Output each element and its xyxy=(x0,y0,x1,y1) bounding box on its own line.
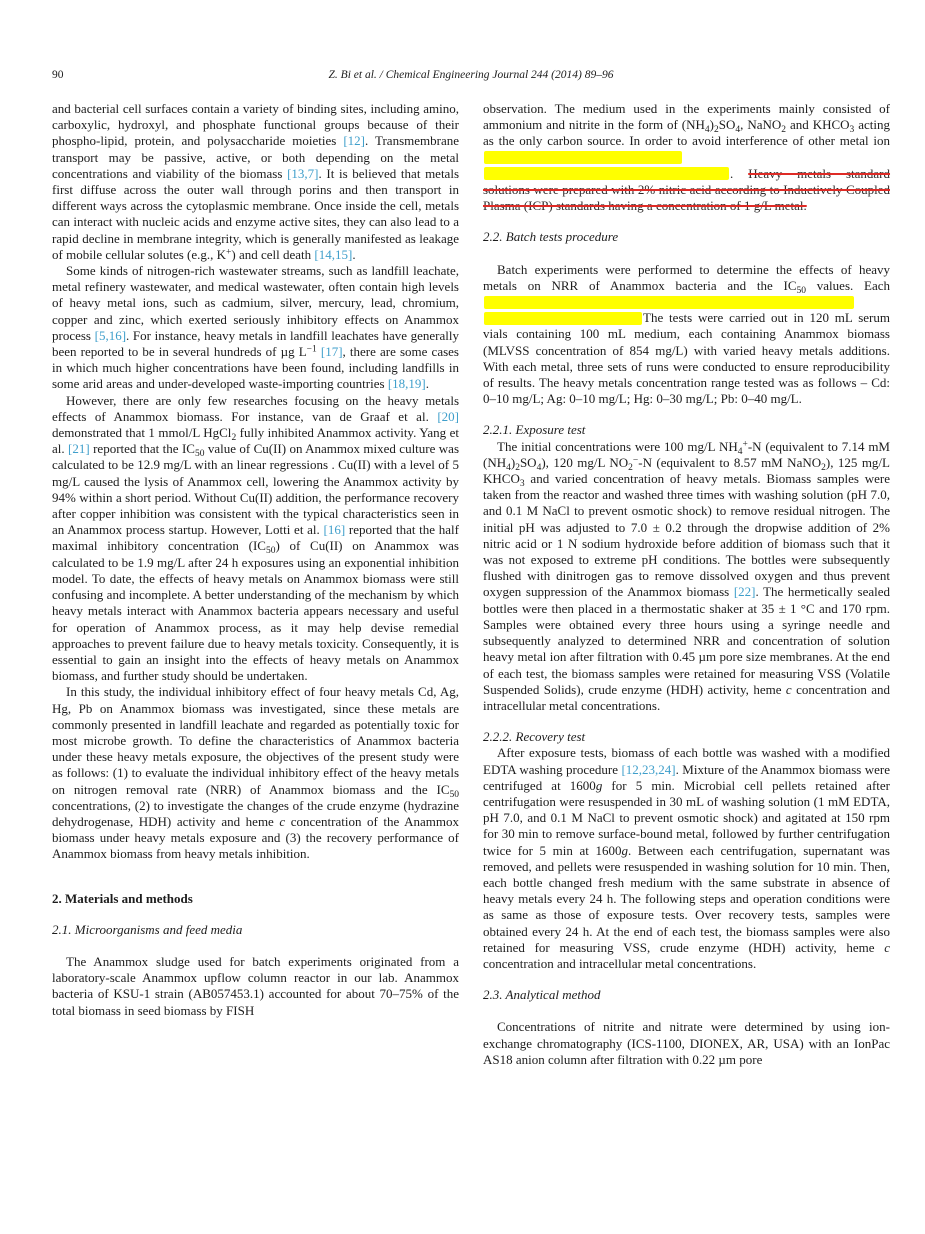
text-segment: 4 xyxy=(536,462,542,473)
text-segment: value of Cu(II) on Anammox mixed culture was calculated to be 12.9 mg/L with an linear regressions . Cu(II) with a level of 5 mg/L caused the lysis of Anammox cell, lowering the Anammox activity by 94% within a short period. Without Cu(II) addition, the performance recovery after copper inhibition was consistent with the typical characteristics seen in an Anammox process startup. However, Lotti et al. xyxy=(52,441,460,538)
two-column-body xyxy=(52,101,890,1068)
text-segment: . It is believed that metals first diffuse across the outer wall through porins and then transport in different ways across the cytoplasmic membrane. Once inside the cell, metals can interact with nucleic acids and enzyme active sites, they can also lead to a rapid decline in membrane integrity, which is generally manifested as leakage of mobile cellular solutes (e.g., K xyxy=(52,165,459,262)
text-segment: ), 120 mg/L NO xyxy=(541,454,629,470)
text-segment: . Mixture of the Anammox biomass were centrifuged at 1600 xyxy=(483,761,890,793)
running-head: Z. Bi et al. / Chemical Engineering Journal 244 (2014) 89–96 xyxy=(328,69,614,81)
text-segment: -N (equivalent to 8.57 mM NaNO xyxy=(638,454,822,470)
right-column xyxy=(483,101,890,1068)
text-segment: ) xyxy=(510,454,516,470)
text-segment: reported that the half maximal inhibitory concentration (IC xyxy=(52,522,460,554)
text-segment: fully inhibited Anammox activity. Yang et al. xyxy=(52,425,459,457)
citation-link[interactable]: [14,15] xyxy=(314,246,353,262)
text-segment: 2.2. Batch tests procedure xyxy=(483,229,619,245)
text-segment: -N (equivalent to 7.14 mM (NH xyxy=(483,438,890,470)
text-segment: 2 xyxy=(714,125,719,136)
highlight-annotation[interactable] xyxy=(484,151,682,164)
text-segment: 4 xyxy=(506,462,511,473)
text-segment: 50 xyxy=(796,285,807,296)
subsection-heading-analytical-method xyxy=(483,987,890,1003)
text-segment: 3 xyxy=(849,125,855,136)
paragraph-recovery-test xyxy=(483,745,890,972)
text-segment: for 5 min. Microbial cell pellets retained after centrifugation were resuspended in 30 mL of washing solution (1 mM EDTA, pH 7.0, and 0.1 M NaCl to prevent osmotic shock) and agitated at 150 rpm for 30 min to remove surface-bound metal, followed by further centrifugation twice for 5 min at 1600 xyxy=(483,777,890,858)
paragraph-exposure-test xyxy=(483,439,890,714)
text-segment: 4 xyxy=(737,446,743,457)
text-segment: c xyxy=(884,939,890,955)
text-segment: concentration of the Anammox biomass under heavy metals exposure and (3) the recovery performance of Anammox biomass from heavy metals inhibition. xyxy=(52,813,460,862)
text-segment: concentration and intracellular metal concentrations. xyxy=(483,955,757,971)
text-segment: 2 xyxy=(821,462,826,473)
text-segment: + xyxy=(226,247,232,258)
text-segment: demonstrated that 1 mmol/L HgCl xyxy=(52,425,232,441)
paragraph-analytical-method xyxy=(483,1019,890,1068)
text-segment: 4 xyxy=(735,125,741,136)
text-segment: SO xyxy=(718,117,736,133)
text-segment: 3 xyxy=(519,479,525,490)
citation-link[interactable]: [21] xyxy=(68,441,90,457)
text-segment: 2.2.2. Recovery test xyxy=(483,729,586,745)
text-segment: . xyxy=(425,376,429,392)
text-segment: ), 125 mg/L KHCO xyxy=(483,454,890,487)
subsubsection-heading-exposure-test xyxy=(483,422,890,438)
text-segment: . xyxy=(352,246,356,262)
text-segment: 2.1. Microorganisms and feed media xyxy=(52,921,243,937)
text-segment: c xyxy=(785,681,792,697)
text-segment: . xyxy=(730,165,749,181)
citation-link[interactable]: [20] xyxy=(437,408,459,424)
citation-link[interactable]: [18,19] xyxy=(387,376,426,392)
text-segment: The Anammox sludge used for batch experiments originated from a laboratory-scale Anammox upflow column reactor in our lab. Anammox bacteria of KSU-1 strain (AB057453.1) accounted for about 70–75% of the total biomass in seed biomass by FISH xyxy=(52,953,459,1018)
subsection-heading-batch-tests xyxy=(483,229,890,245)
text-segment: . The hermetically sealed bottles were then placed in a thermostatic shaker at 35 ± 1 °C and 170 rpm. Samples were obtained every three hours using a syringe needle and subsequently analyzed to determined NRR and concentration of solution heavy metal ion after filtration with 0.45 µm pore size membranes. At the end of each test, the biomass samples were retained for measuring VSS (Volatile Suspended Solids), crude enzyme (HDH) activity, heme xyxy=(483,584,890,697)
text-segment: The initial concentrations were 100 mg/L NH xyxy=(497,438,738,454)
text-segment: and varied concentration of heavy metals. Biomass samples were taken from the reactor and washed three times with washing solution (pH 7.0, and 0.1 M NaCl to prevent osmotic shock) to remove residual nitrogen. The initial pH was adjusted to 7.0 ± 0.2 through the dropwise addition of 2% nitric acid or 1 N sodium hydroxide before addition of biomass such that it was not exposed to extreme pH conditions. The bottles were subsequently flushed with dinitrogen gas to remove dissolved oxygen and thus prevent oxygen suppression of the Anammox biomass xyxy=(483,471,890,600)
deleted-text-annotation[interactable]: Heavy metals standard solutions were prepared with 2% nitric acid according to Inductively Coupled Plasma (ICP) standards having a concentration of 1 g/L metal. xyxy=(483,165,891,214)
text-segment: 2 xyxy=(231,433,237,444)
text-segment: 50 xyxy=(449,789,459,800)
text-segment: + xyxy=(742,439,748,450)
citation-link[interactable]: [22] xyxy=(733,584,756,600)
text-segment: However, there are only few researches focusing on the heavy metals effects of Anammox biomass. For instance, van de Graaf et al. xyxy=(52,392,459,424)
citation-link[interactable]: [13,7] xyxy=(287,165,319,181)
text-segment: g xyxy=(621,842,629,858)
highlight-annotation[interactable] xyxy=(484,167,729,180)
text-segment: concentrations, (2) to investigate the changes of the crude enzyme (hydrazine dehydrogenase, HDH) activity and heme xyxy=(52,797,459,829)
subsection-heading-microorganisms xyxy=(52,922,459,938)
citation-link[interactable]: [12,23,24] xyxy=(621,761,676,777)
citation-link[interactable]: [17] xyxy=(320,344,343,360)
paragraph-previous-research xyxy=(52,393,459,685)
highlight-annotation[interactable] xyxy=(484,296,854,309)
text-segment: 50 xyxy=(265,546,276,557)
text-segment: SO xyxy=(519,454,537,470)
paragraph-anammox-sludge xyxy=(52,954,459,1019)
text-segment: −1 xyxy=(306,344,317,355)
paragraph-medium-continued xyxy=(483,101,890,214)
text-segment: ) xyxy=(709,117,714,133)
citation-link[interactable]: [12] xyxy=(343,133,365,149)
page-header xyxy=(52,69,890,85)
text-segment: concentration and intracellular metal concentrations. xyxy=(483,681,890,713)
text-segment: . For instance, heavy metals in landfill leachates have generally been reported to be in several hundreds of µg L xyxy=(52,327,459,360)
text-segment: The tests were carried out in 120 mL serum vials containing 100 mL medium, each containing Anammox biomass (MLVSS concentration of 854 mg/L) with varied heavy metals additions. With each metal, three sets of runs were conducted to ensure reproducibility of results. The heavy metals concentration range tested was as follows – Cd: 0–10 mg/L; Ag: 0–10 mg/L; Hg: 0–30 mg/L; Pb: 0–40 mg/L. xyxy=(483,310,890,407)
text-segment: , NaNO xyxy=(740,117,782,133)
text-segment: reported that the IC xyxy=(89,441,195,457)
citation-link[interactable]: [16] xyxy=(323,522,346,538)
left-column xyxy=(52,101,459,1068)
text-segment: Some kinds of nitrogen-rich wastewater streams, such as landfill leachate, metal refinery wastewater, and medical wastewater, often contain high levels of heavy metal ions, such as cadmium, silver, mercury, lead, chromium, copper and zinc, which exerted seriously inhibitory effects on Anammox process xyxy=(52,263,459,343)
text-segment: . Transmembrane transport may be passive, active, or both depending on the metal concentrations and viability of the biomass xyxy=(52,133,459,181)
text-segment: ) of Cu(II) on Anammox was calculated to be 1.9 mg/L after 24 h exposures using an exponential inhibition model. To date, the effects of heavy metals on Anammox biomass were still confusing and incomplete. A better understanding of the mechanism by which heavy metals interact with Anammox bacteria appears necessary and useful for operation of Anammox process, as it may help devise remedial approaches to prevent failure due to heavy metals toxicity. Consequently, it is essential to gain an insight into the effects of heavy metals on Anammox biomass, and further study should be undertaken. xyxy=(52,538,459,684)
text-segment: 2 xyxy=(781,125,787,136)
text-segment: 2 xyxy=(628,462,633,473)
paragraph-batch-experiments xyxy=(483,262,890,408)
text-segment: , there are some cases in which much higher concentrations have been found, including landfills in some arid areas and under-developed waste-importing countries xyxy=(52,344,459,392)
text-segment: Concentrations of nitrite and nitrate were determined by using ion-exchange chromatography (ICS-1100, DIONEX, AR, USA) with an IonPac AS18 anion column after filtration with 0.22 µm pore xyxy=(483,1019,890,1067)
text-segment: 2.2.1. Exposure test xyxy=(483,422,586,438)
highlight-annotation[interactable] xyxy=(484,312,642,325)
text-segment: 2 xyxy=(515,462,520,473)
text-segment: In this study, the individual inhibitory effect of four heavy metals Cd, Ag, Hg, Pb on Anammox biomass was investigated, since these metals are commonly presented in landfill leachate and regarded as potentially toxic for most microbe growth. To define the characteristics of Anammox bacteria under these heavy metals exposure, the objectives of the present study were as follows: (1) to evaluate the individual inhibitory effect of the heavy metals on nitrogen removal rate (NRR) of Anammox biomass and the IC xyxy=(52,684,459,797)
text-segment: acting as the only carbon source. In order to avoid interference of other metal ion xyxy=(483,117,890,149)
text-segment: ) and cell death xyxy=(231,246,315,262)
text-segment: − xyxy=(632,455,639,466)
text-segment: g xyxy=(595,777,603,793)
text-segment: values. Each xyxy=(806,277,890,293)
citation-link[interactable]: [5,16] xyxy=(94,327,127,343)
text-segment: 50 xyxy=(194,449,205,460)
text-segment: After exposure tests, biomass of each bottle was washed with a modified EDTA washing procedure xyxy=(483,745,890,777)
text-segment: and bacterial cell surfaces contain a variety of binding sites, including amino, carboxylic, hydroxyl, and phosphate functional groups because of their phospho-lipid, protein, and polysaccharide moieties xyxy=(52,101,459,149)
page-number: 90 xyxy=(52,69,64,81)
text-segment: 2.3. Analytical method xyxy=(483,987,601,1003)
text-segment: observation. The medium used in the experiments mainly consisted of ammonium and nitrite in the form of (NH xyxy=(483,101,890,133)
text-segment: Batch experiments were performed to determine the effects of heavy metals on NRR of Anammox bacteria and the IC xyxy=(483,261,890,293)
paragraph-wastewater-streams xyxy=(52,263,459,393)
text-segment: 4 xyxy=(704,125,710,136)
paragraph-intro-continued xyxy=(52,101,459,263)
text-segment: and KHCO xyxy=(786,117,850,133)
subsubsection-heading-recovery-test xyxy=(483,729,890,745)
text-segment: 2. Materials and methods xyxy=(52,890,193,906)
paragraph-study-objectives xyxy=(52,684,459,862)
text-segment: . Between each centrifugation, supernatant was removed, and pellets were resuspended in washing solution for 10 min. Then, each bottle changed fresh medium with the same substrate in absence of heavy metals every 24 h. The following steps and operation conditions were as same as those of exposure tests. Over recovery tests, samples were obtained every 24 h. At the end of each test, the biomass samples were also retained for measuring VSS, crude enzyme (HDH) activity, heme xyxy=(483,842,890,955)
text-segment: c xyxy=(279,813,286,829)
section-heading-materials-and-methods xyxy=(52,891,459,907)
